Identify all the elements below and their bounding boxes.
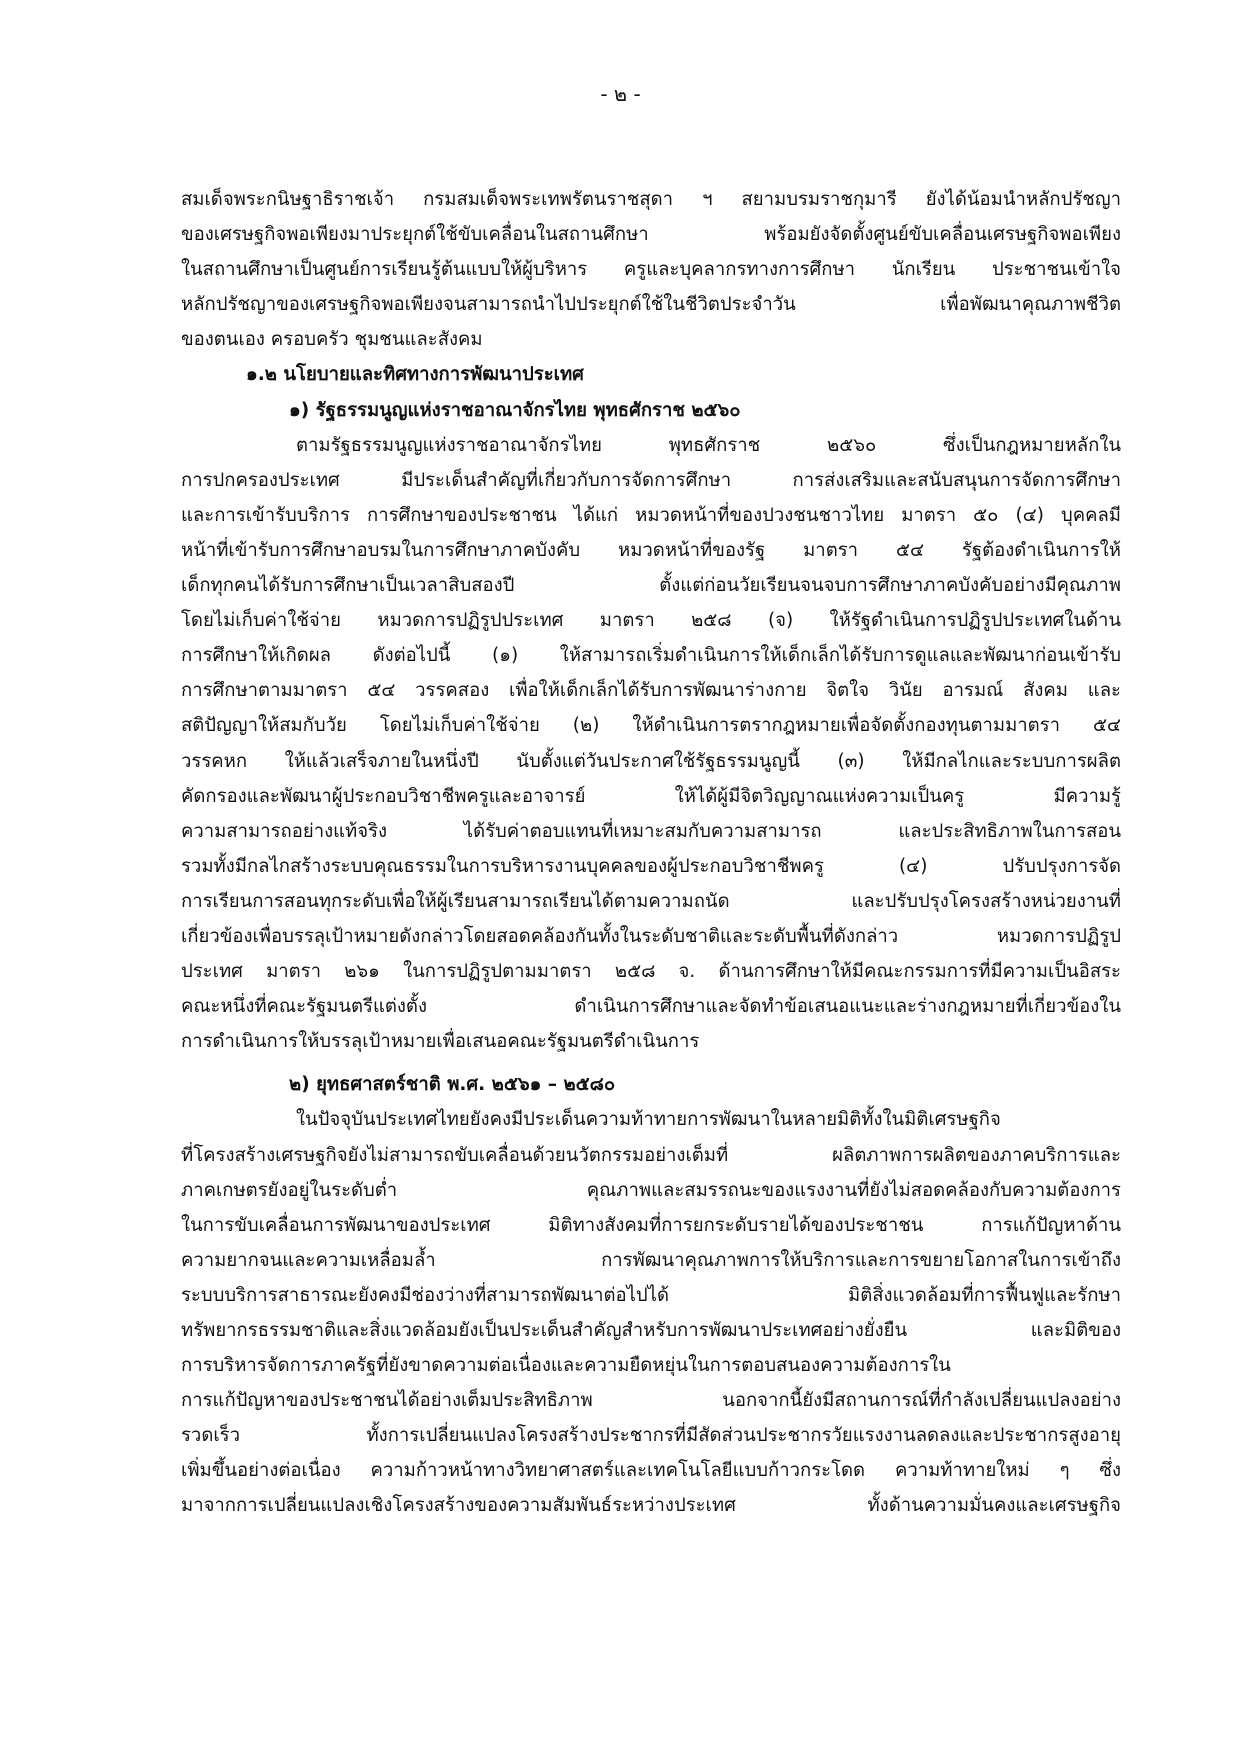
- text-line: ของตนเอง ครอบครัว ชุมชนและสังคม: [181, 329, 483, 351]
- text-line: ภาคเกษตรยังอยู่ในระดับต่ำ คุณภาพและสมรรถนะของแรงงานที่ยังไม่สอดคล้องกับความต้องการ: [181, 1179, 1121, 1201]
- text-line: ความยากจนและความเหลื่อมล้ำ การพัฒนาคุณภาพการให้บริการและการขยายโอกาสในการเข้าถึง: [181, 1249, 1121, 1271]
- strategy-paragraph: [181, 1102, 1121, 1523]
- text-line: วรรคหก ให้แล้วเสร็จภายในหนึ่งปี นับตั้งแต่วันประกาศใช้รัฐธรรมนูญนี้ (๓) ให้มีกลไกและระบบการผลิต: [181, 750, 1121, 772]
- text-line: การบริหารจัดการภาครัฐที่ยังขาดความต่อเนื่องและความยืดหยุ่นในการตอบสนองความต้องการใน: [181, 1355, 951, 1377]
- text-line: คณะหนึ่งที่คณะรัฐมนตรีแต่งตั้ง ดำเนินการศึกษาและจัดทำข้อเสนอแนะและร่างกฎหมายที่เกี่ยวข้องใน: [181, 996, 1121, 1018]
- text-line: การดำเนินการให้บรรลุเป้าหมายเพื่อเสนอคณะรัฐมนตรีดำเนินการ: [181, 1031, 700, 1053]
- text-line: ทรัพยากรธรรมชาติและสิ่งแวดล้อมยังเป็นประเด็นสำคัญสำหรับการพัฒนาประเทศอย่างยั่งยืน และมิติของ: [181, 1320, 1121, 1341]
- text-line: ตามรัฐธรรมนูญแห่งราชอาณาจักรไทย พุทธศักราช ๒๕๖๐ ซึ่งเป็นกฎหมายหลักใน: [296, 434, 1121, 456]
- text-line: การปกครองประเทศ มีประเด็นสำคัญที่เกี่ยวกับการจัดการศึกษา การส่งเสริมและสนับสนุนการจัดการศึกษา: [181, 469, 1121, 491]
- page-number: - ๒ -: [600, 82, 641, 106]
- text-line: ที่โครงสร้างเศรษฐกิจยังไม่สามารถขับเคลื่อนด้วยนวัตกรรมอย่างเต็มที่ ผลิตภาพการผลิตของภาคบริการและ: [181, 1144, 1121, 1166]
- text-line: และการเข้ารับบริการ การศึกษาของประชาชน ได้แก่ หมวดหน้าที่ของปวงชนชาวไทย มาตรา ๕๐ (๔) บุคคลมี: [181, 504, 1121, 526]
- constitution-paragraph: [181, 428, 1121, 1060]
- text-line: มาจากการเปลี่ยนแปลงเชิงโครงสร้างของความสัมพันธ์ระหว่างประเทศ ทั้งด้านความมั่นคงและเศรษฐกิจ: [181, 1495, 1121, 1517]
- text-line: คัดกรองและพัฒนาผู้ประกอบวิชาชีพครูและอาจารย์ ให้ได้ผู้มีจิตวิญญาณแห่งความเป็นครู มีความรู้: [181, 785, 1121, 807]
- text-line: เกี่ยวข้องเพื่อบรรลุเป้าหมายดังกล่าวโดยสอดคล้องกันทั้งในระดับชาติและระดับพื้นที่ดังกล่าว หมวดการปฏิรูป: [181, 925, 1121, 947]
- text-line: ระบบบริการสาธารณะยังคงมีช่องว่างที่สามารถพัฒนาต่อไปได้ มิติสิ่งแวดล้อมที่การฟื้นฟูและรักษา: [181, 1284, 1121, 1306]
- page-content: [181, 182, 1121, 1524]
- text-line: เด็กทุกคนได้รับการศึกษาเป็นเวลาสิบสองปี ตั้งแต่ก่อนวัยเรียนจนจบการศึกษาภาคบังคับอย่างมีคุณภาพ: [181, 575, 1121, 597]
- text-line: การศึกษาให้เกิดผล ดังต่อไปนี้ (๑) ให้สามารถเริ่มดำเนินการให้เด็กเล็กได้รับการดูแลและพัฒนาก่อนเข้ารับ: [181, 645, 1121, 667]
- text-line: ประเทศ มาตรา ๒๖๑ ในการปฏิรูปตามมาตรา ๒๕๘ จ. ด้านการศึกษาให้มีคณะกรรมการที่มีความเป็นอิสระ: [181, 961, 1121, 983]
- text-line: การเรียนการสอนทุกระดับเพื่อให้ผู้เรียนสามารถเรียนได้ตามความถนัด และปรับปรุงโครงสร้างหน่วยงานที่: [181, 890, 1121, 912]
- text-line: หลักปรัชญาของเศรษฐกิจพอเพียงจนสามารถนำไปประยุกต์ใช้ในชีวิตประจำวัน เพื่อพัฒนาคุณภาพชีวิต: [181, 294, 1121, 316]
- subsection-heading-strategy: ๒) ยุทธศาสตร์ชาติ พ.ศ. ๒๕๖๑ – ๒๕๘๐: [289, 1074, 616, 1096]
- text-line: การศึกษาตามมาตรา ๕๔ วรรคสอง เพื่อให้เด็กเล็กได้รับการพัฒนาร่างกาย จิตใจ วินัย อารมณ์ สังคม และ: [181, 680, 1121, 702]
- text-line: โดยไม่เก็บค่าใช้จ่าย หมวดการปฏิรูปประเทศ มาตรา ๒๕๘ (จ) ให้รัฐดำเนินการปฏิรูปประเทศในด้าน: [181, 610, 1121, 632]
- text-line: ในปัจจุบันประเทศไทยยังคงมีประเด็นความท้าทายการพัฒนาในหลายมิติทั้งในมิติเศรษฐกิจ: [296, 1109, 1001, 1131]
- text-line: สมเด็จพระกนิษฐาธิราชเจ้า กรมสมเด็จพระเทพรัตนราชสุดา ฯ สยามบรมราชกุมารี ยังได้น้อมนำหลักปรัชญา: [181, 189, 1121, 210]
- intro-paragraph: [181, 182, 1121, 357]
- text-line: สติปัญญาให้สมกับวัย โดยไม่เก็บค่าใช้จ่าย (๒) ให้ดำเนินการตรากฎหมายเพื่อจัดตั้งกองทุนตามมาตรา ๕๔: [181, 715, 1121, 737]
- text-line: การแก้ปัญหาของประชาชนได้อย่างเต็มประสิทธิภาพ นอกจากนี้ยังมีสถานการณ์ที่กำลังเปลี่ยนแปลงอย่าง: [181, 1390, 1121, 1412]
- text-line: รวดเร็ว ทั้งการเปลี่ยนแปลงโครงสร้างประชากรที่มีสัดส่วนประชากรวัยแรงงานลดลงและประชากรสูงอายุ: [181, 1425, 1121, 1447]
- text-line: หน้าที่เข้ารับการศึกษาอบรมในการศึกษาภาคบังคับ หมวดหน้าที่ของรัฐ มาตรา ๕๔ รัฐต้องดำเนินการให้: [181, 539, 1121, 561]
- paragraph-gap: [181, 1059, 1121, 1067]
- text-line: ในสถานศึกษาเป็นศูนย์การเรียนรู้ต้นแบบให้ผู้บริหาร ครูและบุคลากรทางการศึกษา นักเรียน ประชาชนเข้าใจ: [181, 259, 1121, 281]
- text-line: ในการขับเคลื่อนการพัฒนาของประเทศ มิติทางสังคมที่การยกระดับรายได้ของประชาชน การแก้ปัญหาด้าน: [181, 1214, 1121, 1236]
- text-line: ของเศรษฐกิจพอเพียงมาประยุกต์ใช้ขับเคลื่อนในสถานศึกษา พร้อมยังจัดตั้งศูนย์ขับเคลื่อนเศรษฐกิจพอเพียง: [181, 224, 1121, 246]
- text-line: ความสามารถอย่างแท้จริง ได้รับค่าตอบแทนที่เหมาะสมกับความสามารถ และประสิทธิภาพในการสอน: [181, 820, 1121, 842]
- text-line: เพิ่มขึ้นอย่างต่อเนื่อง ความก้าวหน้าทางวิทยาศาสตร์และเทคโนโลยีแบบก้าวกระโดด ความท้าทายใหม่ ๆ ซึ่ง: [181, 1460, 1121, 1482]
- section-heading-1-2: ๑.๒ นโยบายและทิศทางการพัฒนาประเทศ: [246, 364, 584, 386]
- subsection-heading-constitution: ๑) รัฐธรรมนูญแห่งราชอาณาจักรไทย พุทธศักราช ๒๕๖๐: [289, 399, 741, 421]
- text-line: รวมทั้งมีกลไกสร้างระบบคุณธรรมในการบริหารงานบุคคลของผู้ประกอบวิชาชีพครู (๔) ปรับปรุงการจัด: [181, 855, 1121, 877]
